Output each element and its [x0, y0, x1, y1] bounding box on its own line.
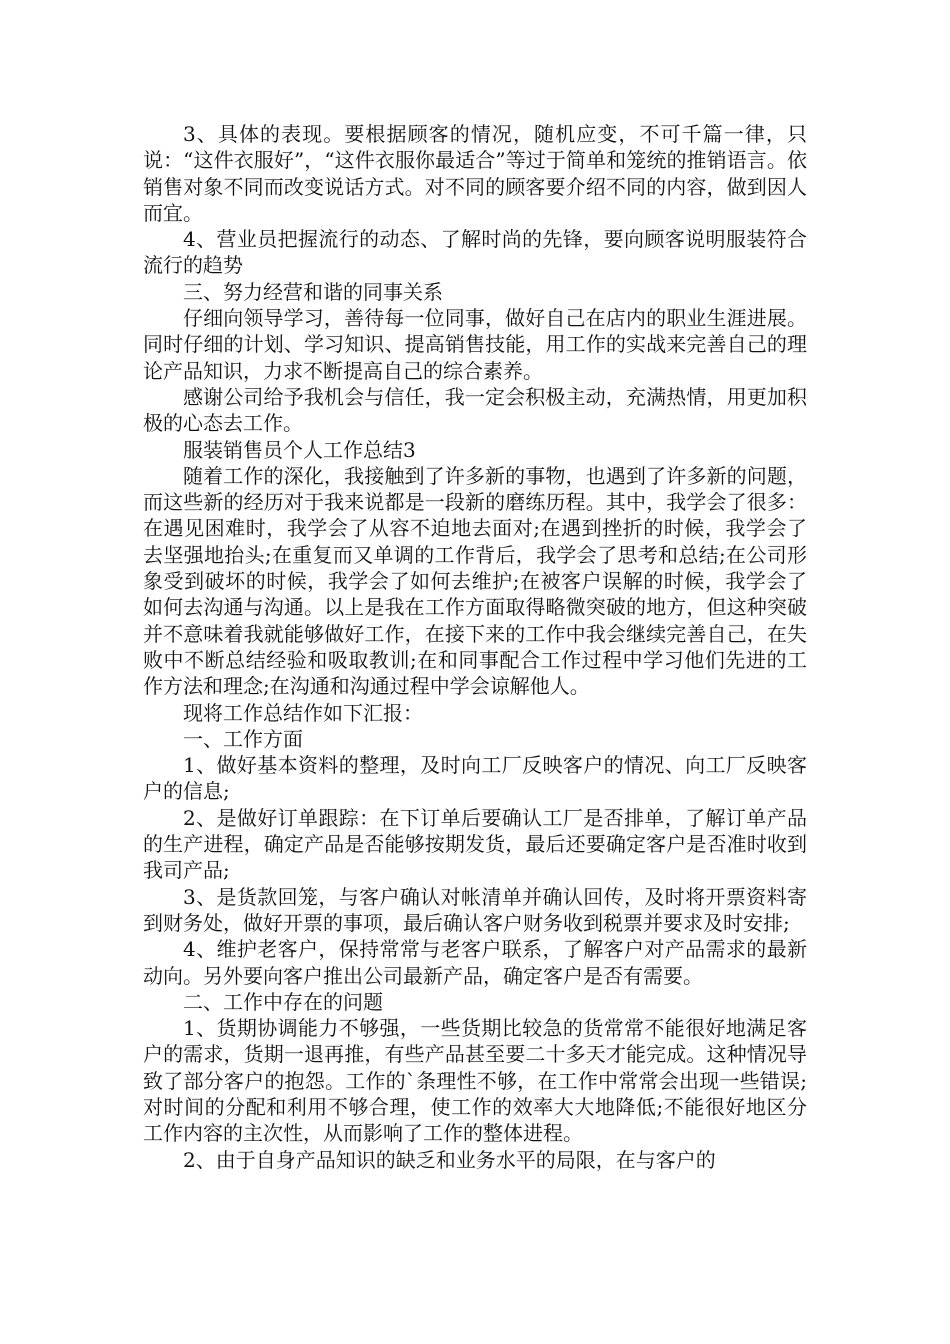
paragraph-experience: 随着工作的深化，我接触到了许多新的事物，也遇到了许多新的问题，而这些新的经历对于我来说都是一段新的磨练历程。其中，我学会了很多：在遇见困难时，我学会了从容不迫地去面对;在遇到挫折的时候，我学会了去坚强地抬头;在重复而又单调的工作背后，我学会了思考和总结;在公司形象受到破坏的时候，我学会了如何去维护;在被客户误解的时候，我学会了如何去沟通与沟通。以上是我在工作方面取得略微突破的地方，但这种突破并不意味着我就能够做好工作，在接下来的工作中我会继续完善自己，在失败中不断总结经验和吸取教训;在和同事配合工作过程中学习他们先进的工作方法和理念;在沟通和沟通过程中学会谅解他人。 — [143, 463, 807, 699]
paragraph-report-intro: 现将工作总结作如下汇报： — [183, 700, 423, 725]
paragraph-item-3-performance: 3、具体的表现。要根据顾客的情况，随机应变，不可千篇一律，只说：“这件衣服好”，“这件衣服你最适合”等过于简单和笼统的推销语言。依销售对象不同而改变说话方式。对不同的顾客要介绍不同的内容，做到因人而宜。 — [143, 122, 807, 225]
list-item-data-organization: 1、做好基本资料的整理，及时向工厂反映客户的情况、向工厂反映客户的信息; — [143, 753, 807, 804]
document-body — [143, 121, 807, 1173]
section-heading-work-aspects: 一、工作方面 — [183, 726, 303, 751]
summary-title-3: 服装销售员个人工作总结3 — [183, 437, 416, 462]
section-heading-problems: 二、工作中存在的问题 — [183, 989, 383, 1014]
list-item-product-knowledge: 2、由于自身产品知识的缺乏和业务水平的局限，在与客户的 — [183, 1147, 716, 1172]
paragraph-item-4-trends: 4、营业员把握流行的动态、了解时尚的先锋，要向顾客说明服装符合流行的趋势 — [143, 227, 807, 278]
list-item-payment-collection: 3、是货款回笼，与客户确认对帐清单并确认回传，及时将开票资料寄到财务处，做好开票的事项，最后确认客户财务收到税票并要求及时安排; — [143, 884, 807, 935]
paragraph-thanks: 感谢公司给予我机会与信任，我一定会积极主动，充满热情，用更加积极的心态去工作。 — [143, 384, 807, 436]
section-heading-colleague-relations: 三、努力经营和谐的同事关系 — [183, 279, 443, 304]
list-item-client-maintenance: 4、维护老客户，保持常常与老客户联系，了解客户对产品需求的最新动向。另外要向客户推出公司最新产品，确定客户是否有需要。 — [143, 937, 807, 988]
paragraph-learning: 仔细向领导学习，善待每一位同事，做好自己在店内的职业生涯进展。同时仔细的计划、学习知识、提高销售技能，用工作的实战来完善自己的理论产品知识，力求不断提高自己的综合素养。 — [143, 306, 807, 383]
list-item-order-tracking: 2、是做好订单跟踪：在下订单后要确认工厂是否排单，了解订单产品的生产进程，确定产品是否能够按期发货，最后还要确定客户是否准时收到我司产品; — [143, 805, 807, 883]
list-item-delivery-coordination: 1、货期协调能力不够强，一些货期比较急的货常常不能很好地满足客户的需求，货期一退再推，有些产品甚至要二十多天才能完成。这种情况导致了部分客户的抱怨。工作的`条理性不够，在工作中常常会出现一些错误;对时间的分配和利用不够合理，使工作的效率大大地降低;不能很好地区分工作内容的主次性，从而影响了工作的整体进程。 — [143, 1016, 807, 1146]
